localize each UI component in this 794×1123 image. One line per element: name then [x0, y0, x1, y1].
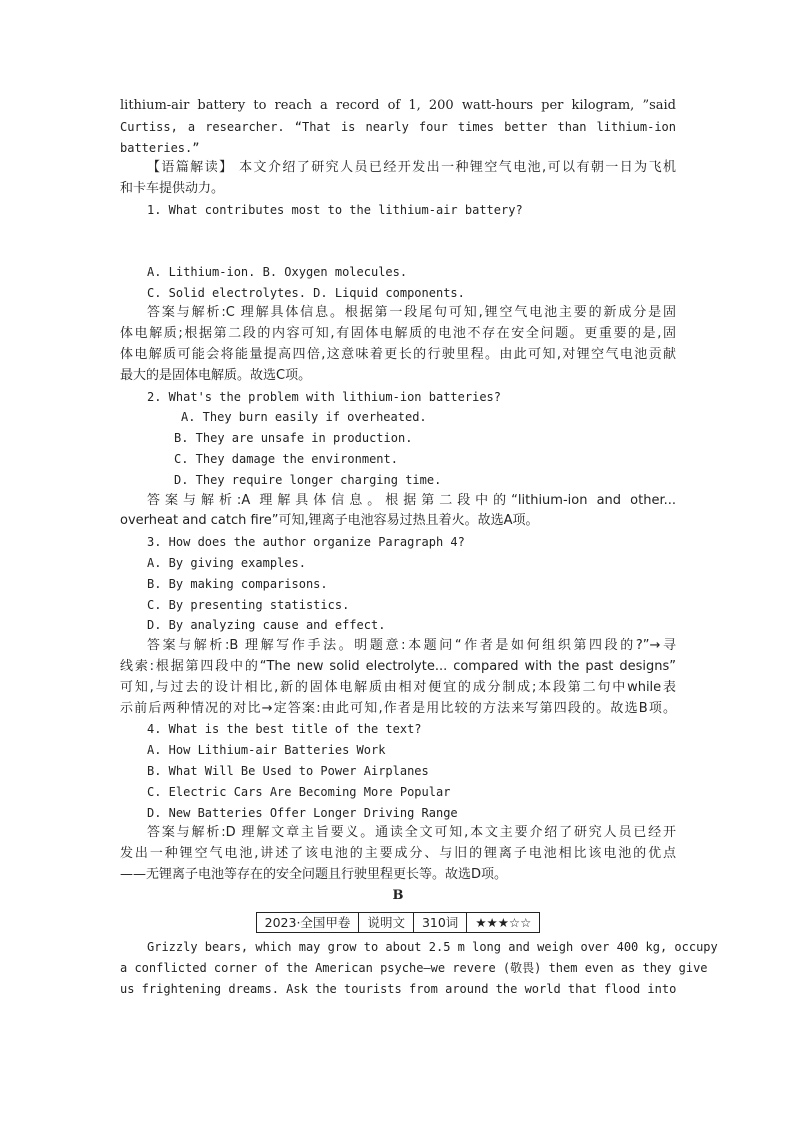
question-stem: 2. What's the problem with lithium-ion batteries? [147, 389, 502, 404]
passage-line: Grizzly bears, which may grow to about 2.5 m long and weigh over 400 kg, occupy [147, 940, 718, 955]
question-3 [120, 532, 676, 719]
passage-line: a conflicted corner of the American psyche—we revere (敬畏) them even as they give [120, 961, 708, 976]
info-word-count: 310词 [413, 913, 466, 933]
question-option: A. By giving examples. [147, 555, 306, 570]
question-option: B. By making comparisons. [147, 576, 328, 591]
answer-analysis-line: overheat and catch fire”可知,锂离子电池容易过热且着火。故选A项。 [120, 513, 539, 529]
reading-line: 【语篇解读】 本文介绍了研究人员已经开发出一种锂空气电池,可以有朝一日为飞机 [147, 160, 676, 176]
answer-analysis-line: 发出一种锂空气电池,讲述了该电池的主要成分、与旧的锂离子电池相比该电池的优点 [120, 846, 676, 862]
info-genre: 说明文 [359, 913, 414, 933]
question-option: C. By presenting statistics. [147, 597, 350, 612]
section-heading: B [392, 887, 404, 903]
answer-analysis-line: 可知,与过去的设计相比,新的固体电解质由相对便宜的成分制成;本段第二句中while表 [120, 679, 676, 695]
answer-analysis-line: ——无锂离子电池等存在的安全问题且行驶里程更长等。故选D项。 [120, 866, 508, 882]
document-page [120, 96, 718, 1000]
question-1 [120, 200, 676, 387]
answer-analysis-line: 最大的是固体电解质。故选C项。 [120, 367, 312, 383]
answer-analysis-line: 示前后两种情况的对比→定答案:由此可知,作者是用比较的方法来写第四段的。故选B项。 [120, 700, 676, 716]
question-stem: 1. What contributes most to the lithium-air battery? [147, 202, 523, 217]
question-option: C. Electric Cars Are Becoming More Popular [147, 784, 451, 799]
question-option: D. They require longer charging time. [174, 472, 442, 487]
info-source: 2023·全国甲卷 [256, 913, 359, 933]
question-options: C. Solid electrolytes. D. Liquid components. [147, 285, 465, 300]
question-stem: 3. How does the author organize Paragraph 4? [147, 535, 465, 550]
question-option: B. They are unsafe in production. [174, 431, 413, 446]
answer-analysis-line: 答案与解析:A 理解具体信息。根据第二段中的“lithium-ion and other... [147, 492, 676, 508]
section-b [120, 886, 718, 1000]
passage-line: lithium-air battery to reach a record of 1, 200 watt-hours per kilogram, ”said [120, 98, 676, 113]
passage-a-tail [120, 96, 676, 158]
answer-analysis-line: 答案与解析:D 理解文章主旨要义。通读全文可知,本文主要介绍了研究人员已经开 [147, 825, 676, 841]
passage-line: Curtiss, a researcher. “That is nearly four times better than lithium-ion [120, 119, 676, 134]
answer-analysis-line: 体电解质可能会将能量提高四倍,这意味着更长的行驶里程。由此可知,对锂空气电池贡献 [120, 346, 676, 362]
question-4 [120, 719, 676, 885]
answer-analysis-line: 答案与解析:B 理解写作手法。明题意:本题问“作者是如何组织第四段的?”→寻 [147, 638, 676, 654]
passage-line: us frightening dreams. Ask the tourists from around the world that flood into [120, 982, 677, 997]
passage-line: batteries.” [120, 140, 200, 155]
answer-analysis-line: 线索:根据第四段中的“The new solid electrolyte... compared with the past designs” [120, 658, 676, 674]
reading-line: 和卡车提供动力。 [120, 181, 225, 197]
passage-info-table [256, 912, 541, 933]
question-option: B. What Will Be Used to Power Airplanes [147, 763, 429, 778]
question-options: A. Lithium-ion. B. Oxygen molecules. [147, 264, 408, 279]
question-option: C. They damage the environment. [174, 451, 398, 466]
question-option: A. How Lithium-air Batteries Work [147, 743, 386, 758]
reading-interpretation [120, 158, 676, 200]
question-option: A. They burn easily if overheated. [181, 410, 427, 425]
answer-analysis-line: 体电解质;根据第二段的内容可知,有固体电解质的电池不存在安全问题。更重要的是,固 [120, 326, 676, 342]
answer-blank-space [120, 221, 676, 262]
info-difficulty-stars: ★★★☆☆ [467, 913, 540, 933]
answer-analysis-line: 答案与解析:C 理解具体信息。根据第一段尾句可知,锂空气电池主要的新成分是固 [147, 305, 676, 321]
question-stem: 4. What is the best title of the text? [147, 722, 422, 737]
question-2 [120, 387, 676, 533]
question-option: D. New Batteries Offer Longer Driving Range [147, 805, 458, 820]
question-option: D. By analyzing cause and effect. [147, 618, 386, 633]
